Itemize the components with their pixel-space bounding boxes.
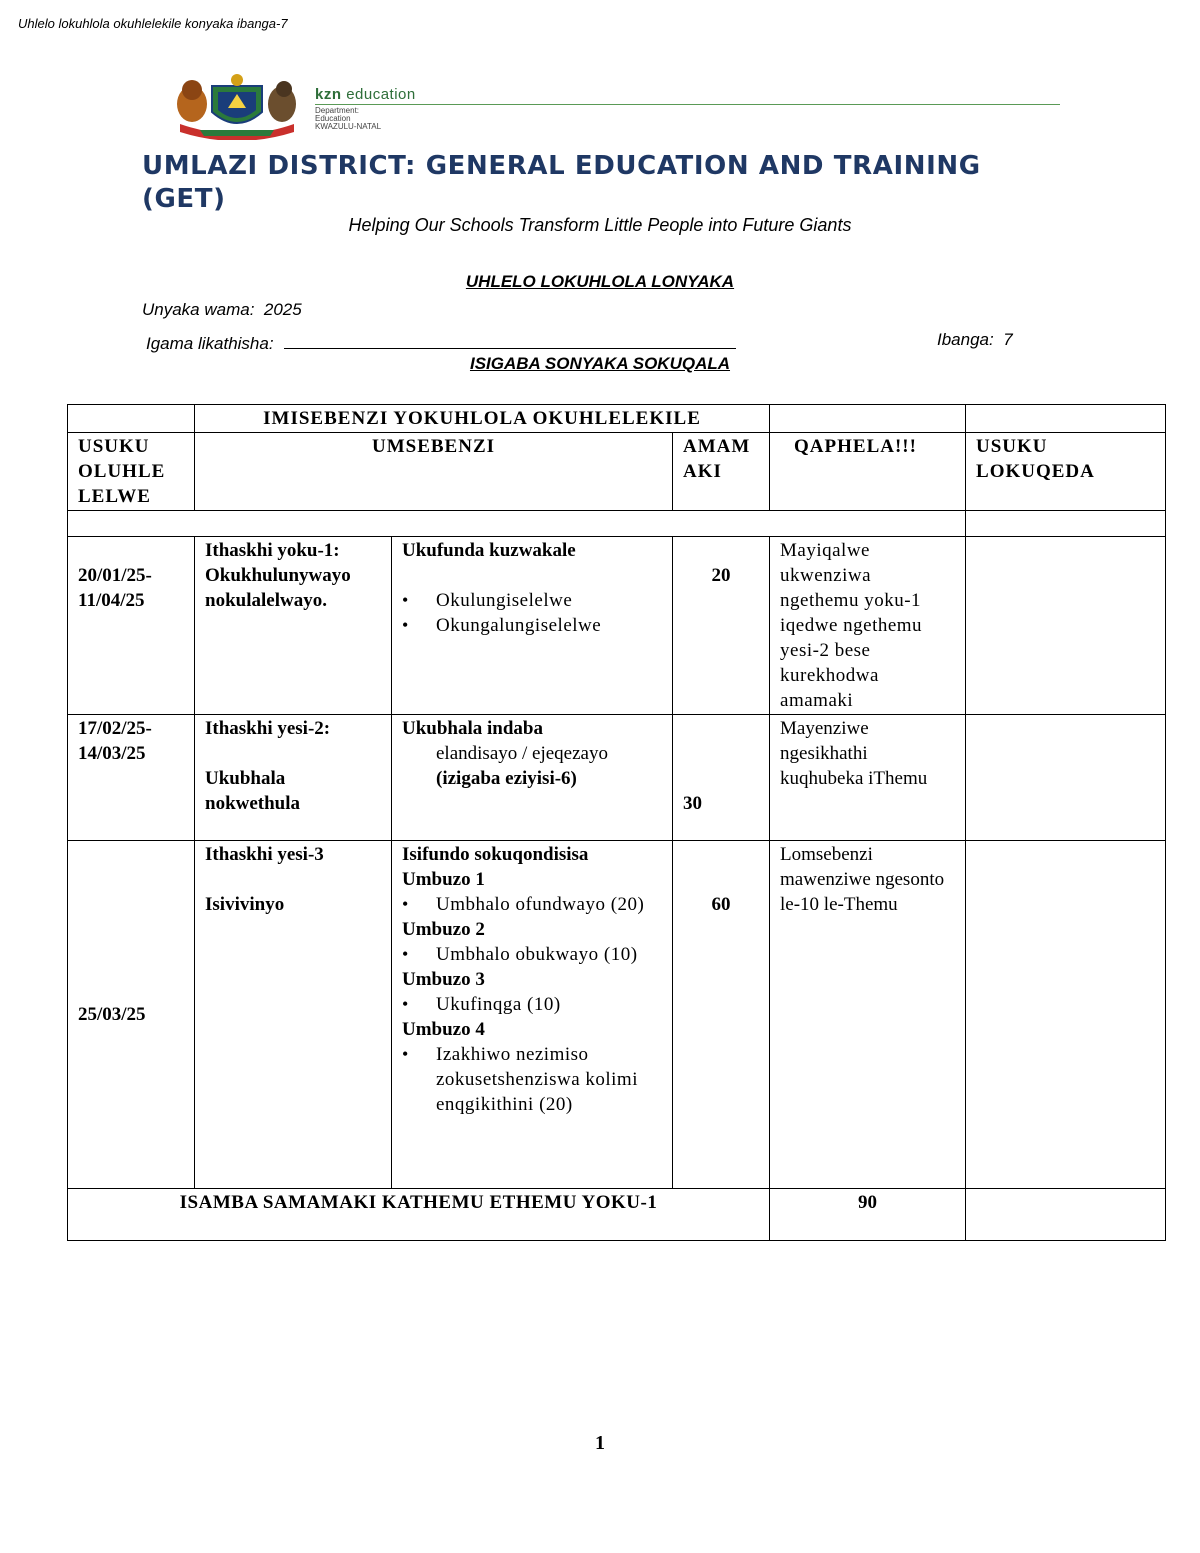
brand-rule [315, 104, 1060, 105]
col-header-task: UMSEBENZI [195, 433, 673, 511]
col-header-date-done: USUKU LOKUQEDA [966, 433, 1166, 511]
row-date: 17/02/25- 14/03/25 [68, 715, 195, 841]
question-list [402, 1042, 662, 1117]
grade-field [937, 330, 1013, 350]
term-title: ISIGABA SONYAKA SOKUQALA [469, 354, 731, 373]
activity-list [402, 588, 662, 638]
row-date: 25/03/25 [68, 841, 195, 1189]
table-column-header-row [68, 433, 1166, 511]
task-title: Ithaskhi yoku-1: [205, 540, 340, 561]
page-number: 1 [595, 1432, 605, 1454]
teacher-name-blank[interactable] [284, 330, 736, 349]
year-label: Unyaka wama: [142, 300, 255, 319]
district-title: UMLAZI DISTRICT: GENERAL EDUCATION AND TRAINING (GET) [142, 151, 981, 214]
tagline: Helping Our Schools Transform Little People into Future Giants [348, 215, 852, 235]
kzn-education-logo [170, 72, 1070, 140]
row-marks: 20 [673, 537, 770, 715]
plan-title: UHLELO LOKUHLOLA LONYAKA [465, 272, 735, 291]
question-list [402, 992, 662, 1017]
row-date-done[interactable] [966, 715, 1166, 841]
table-spacer-row [68, 511, 1166, 537]
teacher-label: Igama likathisha: [146, 334, 274, 353]
col-header-note: QAPHELA!!! [770, 433, 966, 511]
row-note: Lomsebenzi mawenziwe ngesonto le-10 le-Themu [770, 841, 966, 1189]
activity-line: (izigaba eziyisi-6) [436, 768, 577, 789]
running-header: Uhlelo lokuhlola okuhlelekile konyaka ibanga-7 [18, 16, 288, 31]
question-label: Umbuzo 4 [402, 1019, 485, 1040]
row-marks: 60 [673, 841, 770, 1189]
grade-value: 7 [1003, 330, 1013, 349]
row-task [195, 715, 392, 841]
kzn-coat-of-arms-icon [170, 72, 305, 140]
list-item: • Okungalungiselelwe [402, 613, 662, 638]
total-label: ISAMBA SAMAMAKI KATHEMU ETHEMU YOKU-1 [68, 1189, 770, 1241]
question-label: Umbuzo 2 [402, 919, 485, 940]
row-task [195, 537, 392, 715]
task-title: Ithaskhi yesi-2: [205, 718, 331, 739]
list-item: • Izakhiwo nezimiso zokusetshenziswa kolimi enqgikithini (20) [402, 1042, 662, 1117]
table-group-header-row [68, 405, 1166, 433]
row-marks: 30 [673, 715, 770, 841]
total-value: 90 [770, 1189, 966, 1241]
task-name: Isivivinyo [205, 894, 285, 915]
group-header: IMISEBENZI YOKUHLOLA OKUHLELEKILE [195, 405, 770, 433]
table-row [68, 537, 1166, 715]
task-name: Ukubhala nokwethula [205, 768, 301, 814]
activity-title: Ukubhala indaba [402, 718, 543, 739]
question-label: Umbuzo 1 [402, 869, 485, 890]
row-task [195, 841, 392, 1189]
brand-subtitle: Department: Education KWAZULU-NATAL [315, 106, 382, 131]
row-activity [392, 537, 673, 715]
list-item: • Umbhalo obukwayo (10) [402, 942, 662, 967]
list-item: • Ukufinqga (10) [402, 992, 662, 1017]
table-row [68, 715, 1166, 841]
activity-line: elandisayo / ejeqezayo [436, 743, 608, 764]
task-title: Ithaskhi yesi-3 [205, 844, 324, 865]
question-list [402, 892, 662, 917]
row-note: Mayiqalwe ukwenziwa ngethemu yoku-1 iqedwe ngethemu yesi-2 bese kurekhodwa amamaki [770, 537, 966, 715]
activity-title: Isifundo sokuqondisisa [402, 844, 589, 865]
table-row [68, 841, 1166, 1189]
year-field [142, 300, 302, 320]
list-item: • Umbhalo ofundwayo (20) [402, 892, 662, 917]
col-header-date-planned: USUKU OLUHLE LELWE [68, 433, 195, 511]
task-name: Okukhulunywayo nokulalelwayo. [205, 565, 351, 611]
brand-name: kzn education [315, 86, 416, 103]
question-list [402, 942, 662, 967]
year-value: 2025 [263, 300, 302, 319]
col-header-marks: AMAM AKI [673, 433, 770, 511]
teacher-field [146, 330, 736, 354]
grade-label: Ibanga: [937, 330, 994, 349]
list-item: • Okulungiselelwe [402, 588, 662, 613]
table-total-row [68, 1189, 1166, 1241]
row-date-done[interactable] [966, 841, 1166, 1189]
row-activity [392, 841, 673, 1189]
row-date-done[interactable] [966, 537, 1166, 715]
activity-title: Ukufunda kuzwakale [402, 540, 576, 561]
assessment-table [67, 404, 1166, 1241]
row-note: Mayenziwe ngesikhathi kuqhubeka iThemu [770, 715, 966, 841]
question-label: Umbuzo 3 [402, 969, 485, 990]
row-date: 20/01/25- 11/04/25 [68, 537, 195, 715]
row-activity [392, 715, 673, 841]
